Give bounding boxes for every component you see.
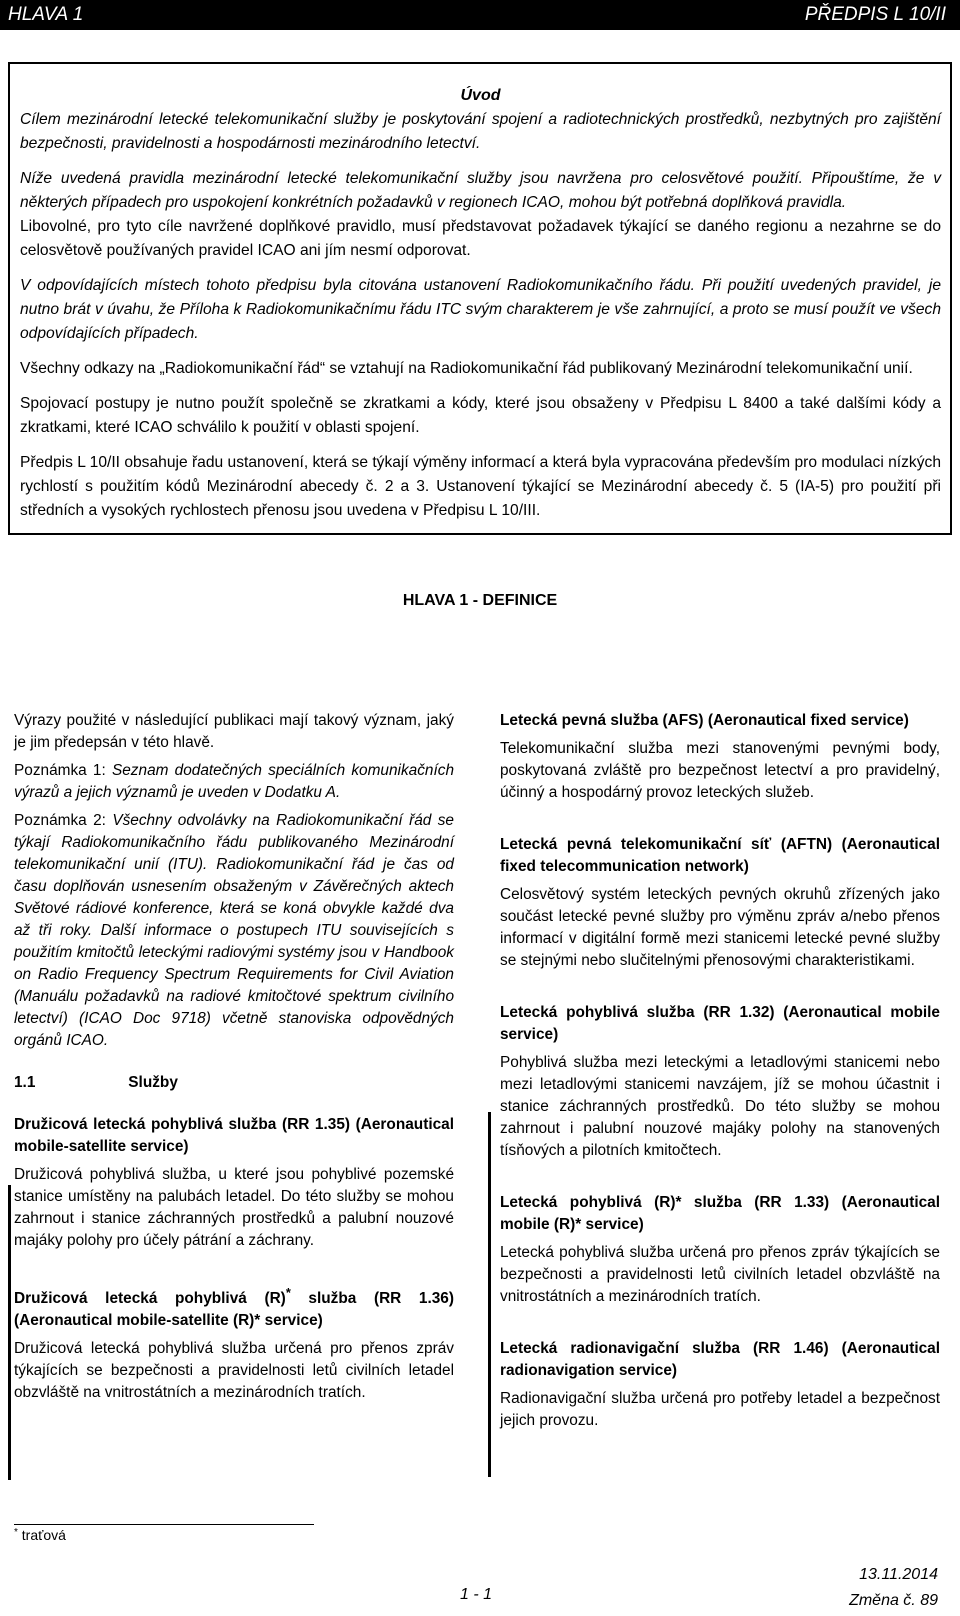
section-heading (14, 1072, 454, 1094)
note-1 (14, 760, 454, 804)
section-title: Služby (128, 1074, 178, 1091)
revision-change: Změna č. 89 (849, 1592, 938, 1609)
intro-box (8, 62, 952, 535)
definition-title: Letecká pevná telekomunikační síť (AFTN) (Aeronautical fixed telecommunication network) (500, 836, 940, 875)
intro-paragraph-4: Všechny odkazy na „Radiokomunikační řád“ se vztahují na Radiokomunikační řád publikovaný Mezinárodní telekomunikační unií. (20, 360, 913, 377)
footnote-text: traťová (21, 1527, 66, 1543)
definition-title: Letecká radionavigační služba (RR 1.46) (Aeronautical radionavigation service) (500, 1340, 940, 1379)
note-2-text: Všechny odvolávky na Radiokomunikační řád se týkají Radiokomunikačního řádu publikovaného Mezinárodní telekomunikační unií (ITU). Radiokomunikační řád je čas od času doplňován usnesením obsaženým v Závěrečných aktech Světové rádiové konference, která se koná obvykle každé dva až tři roky. Další informace o postupech ITU souvisejících s použitím kmitočtů leteckými radiovými systémy jsou v Handbook on Radio Frequency Spectrum Requirements for Civil Aviation (Manuálu požadavků na radiové kmitočtové spektrum civilního letectví) (ICAO Doc 9718) včetně stanoviska odpovědných orgánů ICAO. (14, 812, 454, 1049)
right-column (500, 710, 940, 1438)
intro-paragraph-6: Předpis L 10/II obsahuje řadu ustanovení, která se týkají výměny informací a která byla vypracována především pro modulaci nízkých rychlostí s použitím kódů Mezinárodní abecedy č. 2 a 3. Ustanovení týkající se Mezinárodní abecedy č. 5 (IA-5) pro použití při středních a vysokých rychlostech přenosu jsou uvedena v Předpisu L 10/III. (20, 454, 941, 519)
definition-title-part: služba (RR 1.36) (Aeronautical mobile-satellite (R)* service) (14, 1290, 454, 1330)
intro-paragraph-2: Níže uvedená pravidla mezinárodní letecké telekomunikační služby jsou navržena pro celosvětové použití. Připouštíme, že v některých případech pro uspokojení konkrétních požadavků v regionech ICAO, mohou být potřebná doplňková pravidla. (20, 170, 941, 211)
footnote-ref: * (285, 1285, 291, 1300)
footnote (14, 1527, 66, 1543)
intro-paragraph-3: V odpovídajících místech tohoto předpisu byla citována ustanovení Radiokomunikačního řádu. Při použití uvedených pravidel, je nutno brát v úvahu, že Příloha k Radiokomunikačnímu řádu ITC svým charakterem je vše zahrnující, a proto se musí použít ve všech odpovídajících případech. (20, 277, 941, 342)
page-header (0, 0, 960, 30)
definitions-lead: Výrazy použité v následující publikaci mají takový význam, jaký je jim předepsán v této hlavě. (14, 712, 454, 751)
definition-text: Družicová letecká pohyblivá služba určená pro přenos zpráv týkajících se bezpečnosti a pravidelnosti letů civilních letadel obzvláště na vnitrostátních a mezinárodních tratích. (14, 1340, 454, 1402)
page-number: 1 - 1 (460, 1586, 493, 1603)
definition-text: Letecká pohyblivá služba určená pro přenos zpráv týkajících se bezpečnosti a pravidelnosti letů civilních letadel obzvláště na vnitrostátních a mezinárodních tratích. (500, 1244, 940, 1305)
footnote-divider (14, 1524, 314, 1525)
definition-text: Telekomunikační služba mezi stanovenými pevnými body, poskytovaná zvláště pro bezpečnost letectví a pro pravidelný, účinný a hospodárný provoz leteckých služeb. (500, 740, 940, 801)
note-1-label: Poznámka 1: (14, 762, 106, 779)
intro-paragraph-2b: Libovolné, pro tyto cíle navržené doplňkové pravidlo, musí představovat požadavek týkající se daného regionu a nezahrne se do celosvětově používaných pravidel ICAO ani jím nesmí odporovat. (20, 218, 941, 259)
footnote-mark: * (14, 1527, 18, 1538)
definition-text: Družicová pohyblivá služba, u které jsou pohyblivé pozemské stanice umístěny na palubách letadel. Do této služby se mohou zahrnout i stanice záchranných prostředků a palubní nouzové majáky polohy pro účely pátrání a záchrany. (14, 1166, 454, 1249)
definition-text: Celosvětový systém leteckých pevných okruhů zřízených jako součást letecké pevné služby pro výměnu zpráv a/nebo přenos informací v digitální formě mezi stanicemi letecké pevné služby se stejnými nebo slučitelnými přenosovými charakteristikami. (500, 886, 940, 969)
header-chapter: HLAVA 1 (8, 4, 84, 25)
definition-text: Pohyblivá služba mezi leteckými a letadlovými stanicemi nebo mezi letadlovými stanicemi navzájem, jíž se mohou účastnit i stanice záchranných prostředků. Do této služby se mohou zahrnout i palubní nouzové majáky polohy na stanovených tísňových a pilotních kmitočtech. (500, 1054, 940, 1159)
definition-title: Družicová letecká pohyblivá služba (RR 1.35) (Aeronautical mobile-satellite service) (14, 1116, 454, 1155)
note-1-text: Seznam dodatečných speciálních komunikačních výrazů a jejich významů je uveden v Dodatku A. (14, 762, 454, 801)
intro-paragraph-5: Spojovací postupy je nutno použít společně se zkratkami a kódy, které jsou obsaženy v Předpisu L 8400 a také dalšími kódy a zkratkami, které ICAO schválilo k použití v oblasti spojení. (20, 395, 941, 436)
definition-text: Radionavigační služba určená pro potřeby letadel a bezpečnost jejich provozu. (500, 1390, 940, 1429)
change-bar (488, 1112, 491, 1477)
section-number: 1.1 (14, 1074, 36, 1091)
note-2 (14, 810, 454, 1052)
intro-title: Úvod (460, 87, 501, 104)
chapter-title: HLAVA 1 - DEFINICE (402, 592, 558, 609)
change-bar (8, 1185, 11, 1480)
revision-info (849, 1562, 938, 1614)
note-2-label: Poznámka 2: (14, 812, 106, 829)
definition-title: Letecká pohyblivá (R)* služba (RR 1.33) (Aeronautical mobile (R)* service) (500, 1194, 940, 1233)
definition-title: Letecká pevná služba (AFS) (Aeronautical fixed service) (500, 712, 909, 729)
definition-title: Letecká pohyblivá služba (RR 1.32) (Aeronautical mobile service) (500, 1004, 940, 1043)
intro-paragraph-1: Cílem mezinárodní letecké telekomunikační služby je poskytování spojení a radiotechnických prostředků, nezbytných pro zajištění bezpečnosti, pravidelnosti a hospodárnosti mezinárodního letectví. (20, 111, 941, 152)
definition-title-part: Družicová letecká pohyblivá (R) (14, 1290, 286, 1308)
definition-title (14, 1282, 454, 1332)
left-column (14, 710, 454, 1410)
header-regulation: PŘEDPIS L 10/II (804, 4, 946, 25)
revision-date: 13.11.2014 (859, 1566, 938, 1583)
